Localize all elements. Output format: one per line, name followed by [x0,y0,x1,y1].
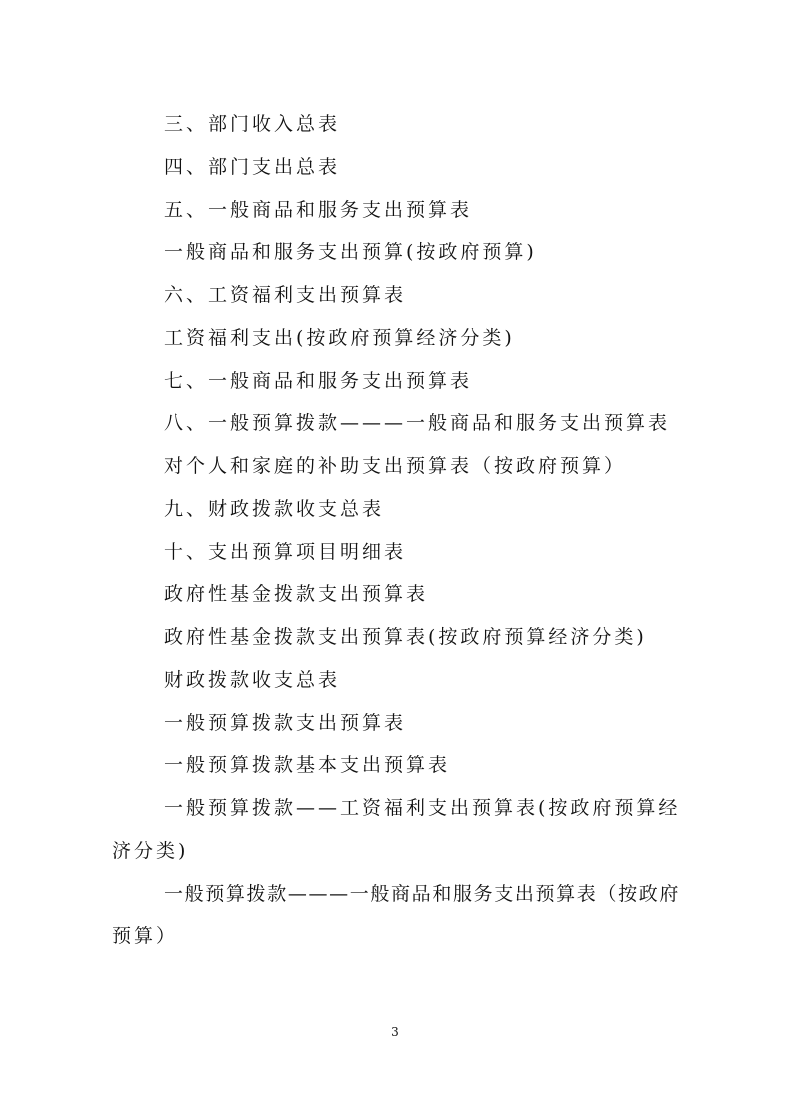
list-item: 九、财政拨款收支总表 [164,498,385,520]
list-item: 一般商品和服务支出预算(按政府预算) [164,241,537,263]
list-item-continuation: 预算） [112,925,179,947]
list-item: 八、一般预算拨款———一般商品和服务支出预算表 [164,412,671,434]
list-item: 一般预算拨款基本支出预算表 [164,754,451,776]
page-number: 3 [391,1025,399,1039]
list-item: 六、工资福利支出预算表 [164,284,407,306]
list-item: 财政拨款收支总表 [164,669,341,691]
list-item: 对个人和家庭的补助支出预算表（按政府预算） [164,455,627,477]
list-item: 十、支出预算项目明细表 [164,541,407,563]
list-item-continuation: 济分类) [112,840,189,862]
list-item: 七、一般商品和服务支出预算表 [164,370,473,392]
list-item: 一般预算拨款——工资福利支出预算表(按政府预算经 [164,797,681,819]
list-item: 五、一般商品和服务支出预算表 [164,199,473,221]
list-item: 一般预算拨款支出预算表 [164,712,407,734]
list-item: 政府性基金拨款支出预算表 [164,583,429,605]
list-item: 四、部门支出总表 [164,156,341,178]
list-item: 工资福利支出(按政府预算经济分类) [164,327,515,349]
list-item: 一般预算拨款———一般商品和服务支出预算表（按政府 [164,883,681,905]
list-item: 三、部门收入总表 [164,113,341,135]
list-item: 政府性基金拨款支出预算表(按政府预算经济分类) [164,626,647,648]
